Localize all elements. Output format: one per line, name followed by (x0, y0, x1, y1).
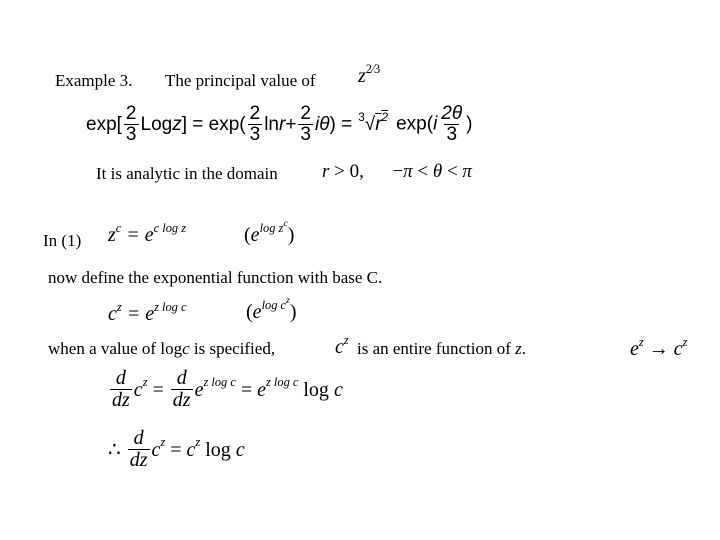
log-specified-text: when a value of logc is specified, (48, 339, 276, 358)
formula-z-two-thirds: $z^{2⁄3}$ (358, 61, 381, 87)
analytic-domain-text: It is analytic in the domain (96, 164, 278, 183)
entire-function-text: is an entire function of z. (357, 339, 527, 358)
example-label: Example 3. (55, 71, 133, 90)
formula-domain: r > 0, −π < θ < π (322, 161, 472, 182)
formula-therefore: ∴ $\frac{d}{dz}$ $c^z$ = $c^z$ log c (108, 427, 245, 471)
formula-c-z-inline: $c^z$ (335, 332, 349, 358)
formula-principal-value: exp[ $\frac{2}{3}$ Log z ] = exp( $\frac{2}{3}$ ln r + $\frac{2}{3}$ iθ ) = $^3√r^2$ exp(i $\frac{2\theta}{3}$ ) (86, 103, 473, 145)
define-exponential-text: now define the exponential function with base C. (48, 268, 383, 287)
formula-e-z-arrow-c-z: $e^z \to c^z$ (630, 334, 688, 360)
formula-c-to-z: $c^z = e^{z log c}$ (108, 299, 187, 325)
formula-paren-2: $(e^{log c^z})$ (246, 294, 297, 323)
in-1-label: In (1) (43, 231, 82, 250)
principal-value-text: The principal value of (165, 71, 316, 90)
formula-z-to-c: $z^c = e^{c log z}$ (108, 220, 187, 246)
formula-paren-1: $(e^{log z^c})$ (244, 217, 295, 246)
formula-derivative: $\frac{d}{dz}$ $c^z$ = $\frac{d}{dz}$ $e^{z log c}$ = $e^{z log c}$ log c (112, 367, 343, 411)
